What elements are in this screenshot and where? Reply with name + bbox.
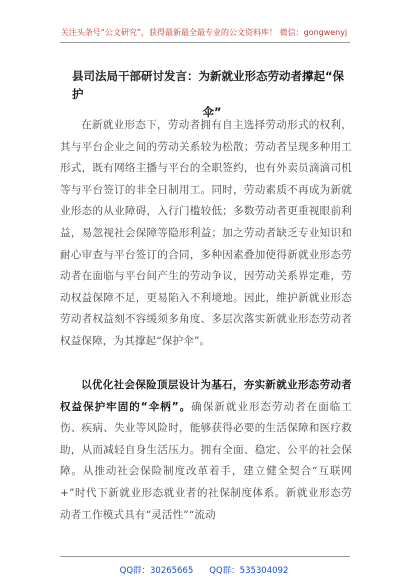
document-title — [72, 67, 352, 121]
footer-qq-2: QQ群：535304092 — [209, 566, 289, 576]
paragraph-1 — [60, 115, 352, 353]
paragraph-2-text: 确保新就业形态劳动者在面临工伤、疾病、失业等风险时，能够获得必要的生活保障和医疗救助，从而减轻自身生活压力。拥有全面、稳定、公平的社会保障。从推动社会保险制度改革着手，建立健全契合“互联网+”时代下新就业形态就业者的社保制度体系。新就业形态劳动者工作模式具有“灵活性”“流动 — [60, 400, 352, 521]
footer-qq-1: QQ群：30265665 — [119, 566, 194, 576]
footer-contacts — [0, 564, 408, 576]
header-promo-text: 关注头条号“公文研究”，获得最新最全最专业的公文资料库！ 微信：gongwenyj — [60, 28, 348, 37]
paragraph-2-lead: 以优化社会保险顶层设计为基石，夯实新就业形态劳动者权益保护牢固的“伞柄”。 — [60, 379, 352, 413]
header-divider — [60, 42, 350, 43]
page-header — [0, 0, 408, 44]
title-line-1: 县司法局干部研讨发言：为新就业形态劳动者撑起“保护 — [72, 69, 345, 101]
paragraph-2 — [60, 375, 352, 526]
title-line-2: 伞” — [202, 105, 222, 119]
footer-divider — [60, 556, 350, 557]
page-footer — [0, 556, 408, 580]
paragraph-1-text: 在新就业形态下，劳动者拥有自主选择劳动形式的权利，其与平台企业之间的劳动关系较为松散；劳动者呈现多种用工形式，既有网络主播与平台的全职签约，也有外卖员滴滴司机等与平台签订的非全日制用工。同时，劳动素质不再成为新就业形态的从业障碍，入行门槛较低；多数劳动者更重视眼前利益，易忽视社会保障等隐形利益；加之劳动者缺乏专业知识和耐心审查与平台签订的合同，多种因素叠加使得新就业形态劳动者在面临与平台间产生的劳动争议，因劳动关系界定难，劳动权益保障不足，更易陷入不利境地。因此，维护新就业形态劳动者权益刻不容缓须多角度、多层次落实新就业形态劳动者权益保障，为其撑起“保护伞”。 — [60, 119, 352, 347]
